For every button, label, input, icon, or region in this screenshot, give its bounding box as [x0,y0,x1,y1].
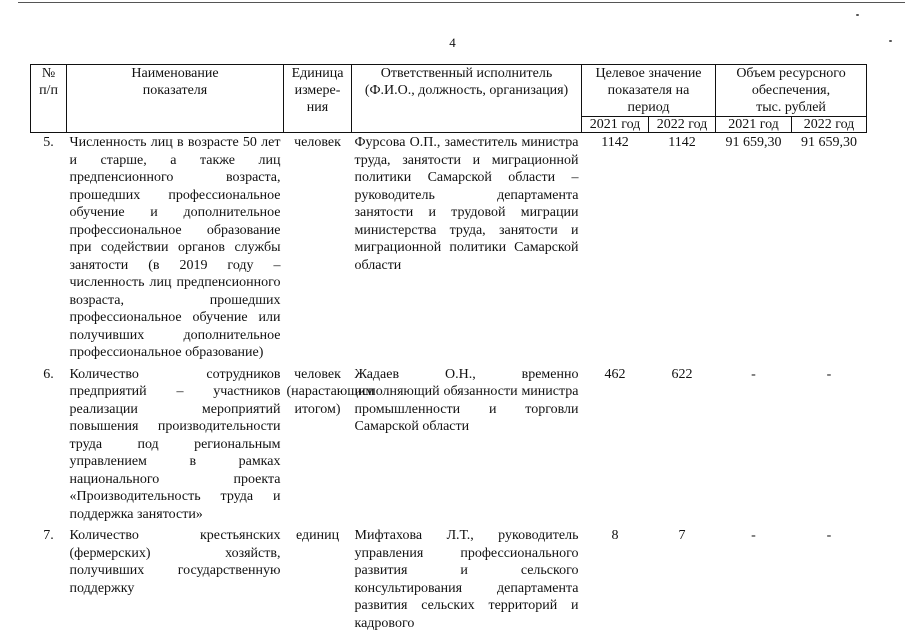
scan-top-edge [18,2,905,3]
responsible-executor: Мифтахова Л.Т., руководитель управления профессионального развития и сельского консультирования департамента развития сельских территорий и кадрового [354,528,579,631]
target-2021: 1142 [601,135,629,150]
scan-speck [856,14,859,16]
row-number: 7. [43,528,54,543]
header-resource: Объем ресурсного обеспечения, тыс. рублей [716,65,867,117]
indicators-table [30,64,867,632]
indicator-unit: человек [294,135,341,150]
header-num: № п/п [31,65,67,133]
resource-2022: 91 659,30 [801,135,857,150]
target-2021: 462 [604,366,626,382]
indicator-unit: единиц [295,528,340,543]
table-row [31,526,867,632]
header-responsible: Ответственный исполнитель (Ф.И.О., должность, организация) [352,65,582,133]
indicator-name: Численность лиц в возрасте 50 лет и старше, а также лиц предпенсионного возраста, прошедших профессиональное обучение и дополнительное профессиональное образование при содействии органов службы занятости (в 2019 году – численность лиц предпенсионного возраста, прошедших профессиональное обучение или получивших дополнительное профессиональное образование) [69,135,281,360]
resource-2021: 91 659,30 [725,135,782,150]
target-2022: 7 [678,528,686,543]
target-2022: 622 [671,366,693,382]
target-2021: 8 [611,528,619,543]
header-year-resource-2022: 2022 год [792,117,867,133]
header-unit: Единица измере- ния [284,65,352,133]
header-year-resource-2021: 2021 год [716,117,792,133]
header-name: Наименование показателя [67,65,284,133]
resource-2022: - [826,528,832,543]
responsible-executor: Жадаев О.Н., временно исполняющий обязанности министра промышленности и торговли Самарской области [354,366,579,434]
resource-2022: - [826,366,832,382]
indicator-unit: человек (нарастающим итогом) [286,366,375,417]
responsible-executor: Фурсова О.П., заместитель министра труда, занятости и миграционной политики Самарской области – руководитель департамента занятости и трудовой миграции министерства труда, занятости и миграционной политики Самарской области [354,135,579,273]
resource-2021: - [751,528,756,543]
page-number: 4 [449,35,456,50]
table-row [31,133,867,365]
resource-2021: - [751,366,756,382]
target-2022: 1142 [668,135,696,150]
indicator-name: Количество крестьянских (фермерских) хозяйств, получивших государственную поддержку [69,528,281,596]
row-number: 5. [43,135,54,150]
header-year-target-2022: 2022 год [649,117,716,133]
indicator-name: Количество сотрудников предприятий – участников реализации мероприятий повышения производительности труда под региональным управлением в рамках национального проекта «Производительность труда и поддержка занятости» [69,366,281,522]
table-row [31,365,867,527]
header-target: Целевое значение показателя на период [582,65,716,117]
row-number: 6. [43,366,54,382]
header-row [31,65,867,117]
header-year-target-2021: 2021 год [582,117,649,133]
